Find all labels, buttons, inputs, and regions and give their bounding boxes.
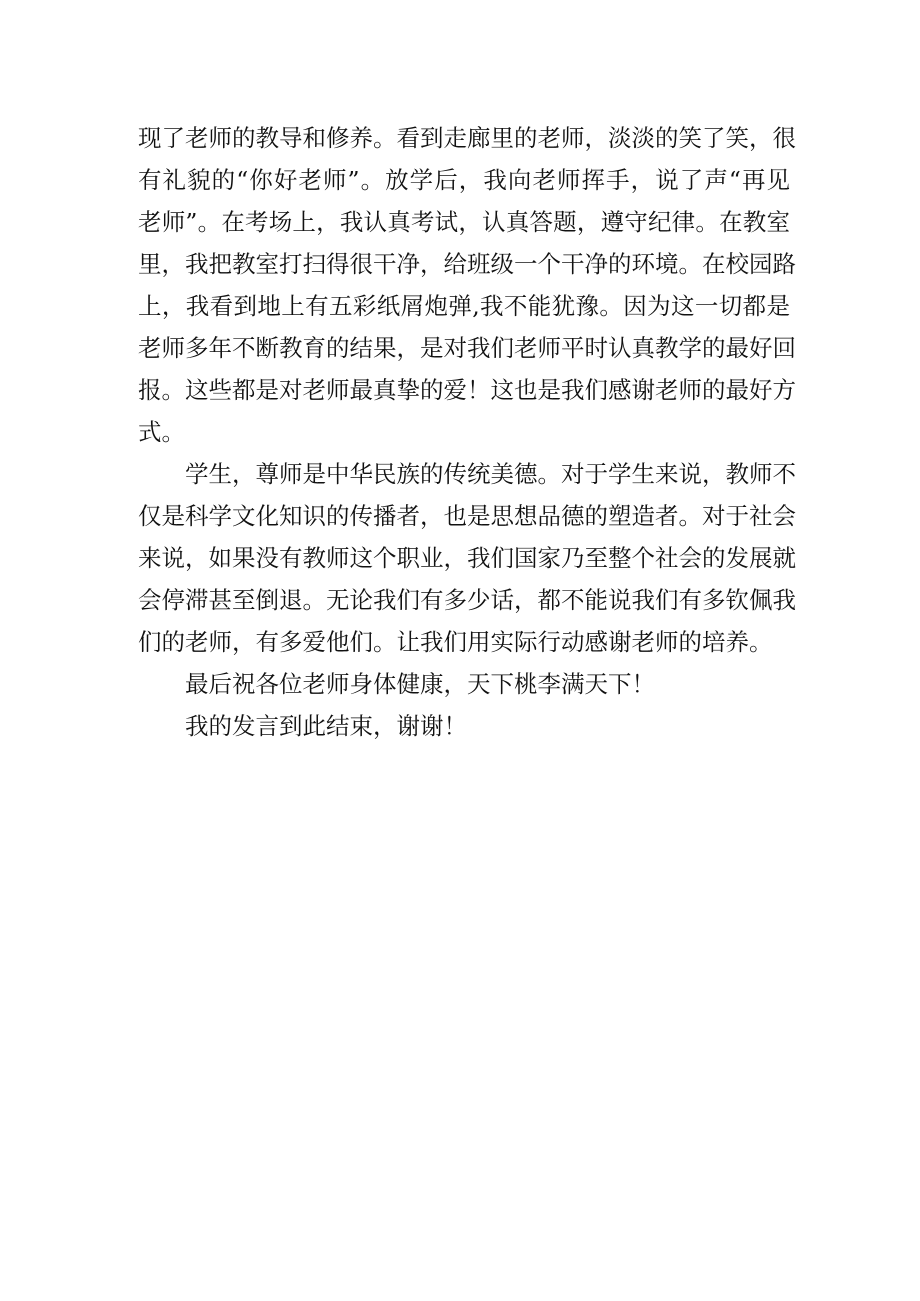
paragraph-line: 最后祝各位老师身体健康，天下桃李满天下！ [185,670,655,698]
paragraph-line: 上，我看到地上有五彩纸屑炮弹,我不能犹豫。因为这一切都是 [138,292,790,320]
paragraph-4 [138,705,790,747]
paragraph-2 [138,453,796,663]
paragraph-line: 会停滞甚至倒退。无论我们有多少话，都不能说我们有多钦佩我 [138,586,796,614]
paragraph-line: 老师多年不断教育的结果，是对我们老师平时认真教学的最好回 [138,334,796,362]
paragraph-line: 现了老师的教导和修养。看到走廊里的老师，淡淡的笑了笑，很 [138,124,796,152]
paragraph-line: 里，我把教室打扫得很干净，给班级一个干净的环境。在校园路 [138,250,796,278]
paragraph-3 [138,663,790,705]
paragraph-line: 有礼貌的“你好老师”。放学后，我向老师挥手，说了声“再见 [138,166,790,194]
paragraph-line: 仅是科学文化知识的传播者，也是思想品德的塑造者。对于社会 [138,502,796,530]
paragraph-line: 我的发言到此结束，谢谢！ [185,712,467,740]
paragraph-line: 式。 [138,418,185,446]
document-body [138,117,796,747]
paragraph-1 [138,117,796,453]
paragraph-line: 报。这些都是对老师最真挚的爱！这也是我们感谢老师的最好方 [138,376,796,404]
paragraph-line: 老师”。在考场上，我认真考试，认真答题，遵守纪律。在教室 [138,208,790,236]
paragraph-line: 学生，尊师是中华民族的传统美德。对于学生来说，教师不 [185,460,796,488]
paragraph-line: 来说，如果没有教师这个职业，我们国家乃至整个社会的发展就 [138,544,796,572]
paragraph-line: 们的老师，有多爱他们。让我们用实际行动感谢老师的培养。 [138,628,773,656]
